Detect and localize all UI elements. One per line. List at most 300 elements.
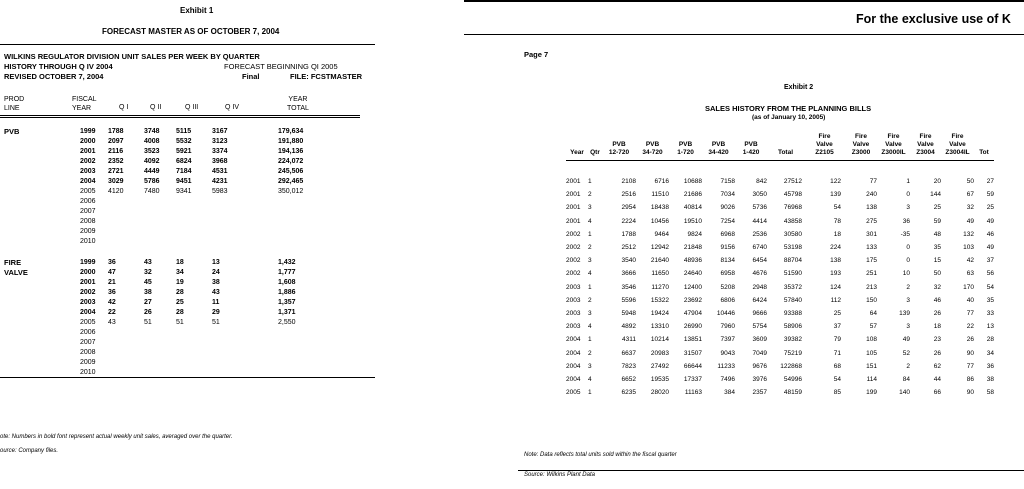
sales-cell: 193 [830,270,841,278]
sales-cell: 7034 [720,191,735,199]
sales-cell: 3 [588,257,592,265]
sales-cell: 3 [588,362,592,370]
sales-cell: 37 [833,323,841,331]
sales-row [566,360,994,373]
sales-history-table [566,133,994,399]
sales-cell: 27492 [650,362,669,370]
fire-q3-cell [176,358,212,368]
pvb-year-cell: 2005 [80,188,96,195]
sales-cell: 48159 [783,389,802,397]
sales-cell: 122 [830,178,841,185]
fire-q1-cell [108,348,144,358]
sales-cell: 132 [963,230,974,238]
sales-row [566,241,994,254]
sales-cell: 1 [588,336,592,344]
sales-cell: 10 [902,270,910,278]
sales-header-text: 34-720 [642,149,663,156]
sales-cell: 7496 [720,376,735,384]
sales-cell: 18 [933,323,941,331]
sales-cell: 5948 [621,310,636,318]
pvb-q1-cell [108,217,144,227]
sales-cell: 2004 [566,336,581,344]
sales-cell: 15322 [650,296,669,304]
sales-cell: 32 [966,204,974,212]
sales-cell: 144 [930,191,941,199]
sales-header-text: Fire [855,133,867,140]
sales-cell: 1 [588,283,592,291]
fire-q3-cell: 28 [176,309,184,316]
sales-header-cell [974,133,994,161]
fire-row [80,358,340,368]
sales-cell: 54996 [783,376,802,384]
pvb-q1-cell: 2721 [108,168,124,175]
pvb-total-cell [244,197,340,207]
meta-line-1: WILKINS REGULATOR DIVISION UNIT SALES PER WEEK BY QUARTER [4,52,260,61]
sales-cell: 19535 [650,376,669,384]
sales-cell: 6424 [752,296,767,304]
pvb-q3-cell: 6824 [176,158,192,165]
fire-q3-cell: 28 [176,289,184,296]
pvb-total-cell: 350,012 [278,188,304,195]
pvb-row [80,227,340,237]
sales-cell: 2005 [566,389,581,397]
sales-cell: 13 [986,323,994,331]
sales-cell: 54 [833,376,841,384]
sales-cell: 2004 [566,376,581,384]
fire-year-cell: 2005 [80,319,96,326]
pvb-q2-cell: 7480 [144,188,160,195]
pvb-q2-cell: 3523 [144,148,160,155]
sales-cell: 2001 [566,217,581,225]
sales-cell: 3 [906,296,910,304]
sales-cell: 63 [966,270,974,278]
sales-cell: 78 [833,217,841,225]
fire-q1-cell: 43 [108,319,116,326]
fire-row [80,258,340,268]
sales-cell: 2 [588,244,592,252]
sales-cell: 19424 [650,310,669,318]
sales-header-cell [636,133,669,161]
sales-cell: 10456 [650,217,669,225]
sales-cell: 6235 [621,389,636,397]
sales-cell: 49 [986,244,994,252]
sales-cell: 2001 [566,204,581,212]
header-year-total: YEAR TOTAL [287,96,309,112]
sales-cell: 28020 [650,389,669,397]
pvb-year-cell: 2010 [80,238,96,245]
pvb-q3-cell: 5921 [176,148,192,155]
fire-q2-cell: 45 [144,279,152,286]
pvb-q2-cell: 3748 [144,128,160,135]
sales-cell: 213 [866,283,877,291]
pvb-row [80,237,340,247]
sales-cell: 301 [866,230,877,238]
sales-cell: 19510 [683,217,702,225]
sales-cell: 6740 [752,244,767,252]
sales-cell: 17337 [683,376,702,384]
sales-cell: 34 [986,349,994,357]
sales-cell: 26 [933,310,941,318]
fire-total-cell [244,338,340,348]
sales-cell: 3 [588,204,592,212]
sales-cell: 4892 [621,323,636,331]
sales-cell: 2004 [566,362,581,370]
sales-cell: 5596 [621,296,636,304]
sales-header-text: PVB [711,141,726,148]
sales-cell: 139 [899,310,910,318]
fire-total-cell: 1,777 [278,269,296,276]
sales-cell: 22 [966,323,974,331]
header-rule-double [0,117,360,118]
sales-cell: 6806 [720,296,735,304]
sales-cell: 2 [906,362,910,370]
pvb-q2-cell [144,227,176,237]
sales-cell: 842 [756,178,767,185]
sales-row [566,228,994,241]
fire-row [80,308,340,318]
fire-year-cell: 2000 [80,269,96,276]
sales-cell: 9026 [720,204,735,212]
meta-file: FILE: FCSTMASTER [290,72,363,81]
pvb-total-cell [244,227,340,237]
fire-q3-cell [176,328,212,338]
pvb-year-cell: 2006 [80,198,96,205]
sales-cell: 151 [866,362,877,370]
sales-cell: 37 [986,257,994,265]
sales-header-cell [941,133,974,161]
sales-cell: 20983 [650,349,669,357]
pvb-q4-cell: 4531 [212,168,228,175]
fire-total-cell [244,348,340,358]
sales-cell: 54 [833,204,841,212]
pvb-year-cell: 2009 [80,228,96,235]
sales-cell: 1 [588,178,592,185]
sales-cell: 140 [899,389,910,397]
pvb-row [80,187,340,197]
sales-cell: 35 [933,244,941,252]
sales-cell: 48 [933,230,941,238]
fire-q2-cell [144,358,176,368]
sales-cell: 114 [866,376,877,384]
fire-total-cell: 1,371 [278,309,296,316]
pvb-total-cell: 191,880 [278,138,304,145]
sales-header-text: PVB [744,141,758,148]
pvb-q4-cell [212,227,244,237]
fire-row [80,298,340,308]
top-rule-2 [464,34,1024,35]
sales-header-cell [845,133,877,161]
sales-cell: 68 [833,362,841,370]
sales-cell: 2 [906,283,910,291]
sales-cell: 275 [866,217,877,225]
pvb-q4-cell: 5983 [212,188,228,195]
sales-cell: 2002 [566,230,581,238]
pvb-row [80,207,340,217]
fire-q1-cell: 36 [108,259,116,266]
sales-cell: 133 [866,244,877,252]
fire-row [80,278,340,288]
sales-cell: 3 [588,310,592,318]
sales-cell: 46 [933,296,941,304]
sales-cell: 18 [833,230,841,238]
pvb-year-cell: 2004 [80,178,96,185]
sales-cell: 3 [906,323,910,331]
sales-cell: 103 [963,244,974,252]
fire-q1-cell: 47 [108,269,116,276]
pvb-q1-cell: 4120 [108,188,124,195]
exhibit-1-label: Exhibit 1 [180,6,214,15]
fire-q4-cell: 13 [212,259,220,266]
sales-cell: 8134 [720,257,735,265]
pvb-table [80,127,340,247]
right-source: Source: Wilkins Plant Data [524,472,595,478]
header-prod-line: PROD LINE [4,96,25,112]
pvb-year-cell: 2000 [80,138,96,145]
pvb-row [80,197,340,207]
sales-cell: 33 [986,310,994,318]
sales-cell: 10446 [716,310,735,318]
sales-cell: 0 [906,244,910,252]
sales-header-text: Z3004IL [945,149,970,156]
sales-cell: 11233 [717,362,735,370]
sales-cell: 3050 [752,191,767,199]
sales-cell: 10688 [683,178,702,185]
fire-q4-cell: 38 [212,279,220,286]
sales-row [566,281,994,294]
sales-cell: 21686 [683,191,702,199]
sales-cell: 52 [902,349,910,357]
pvb-q4-cell [212,207,244,217]
sales-cell: 51590 [783,270,802,278]
sales-cell: 11163 [684,389,702,397]
sales-cell: 2948 [752,283,767,291]
sales-header-row [566,133,994,161]
fire-total-cell [244,358,340,368]
divider [0,44,375,45]
sales-cell: 56 [986,270,994,278]
sales-cell: 77 [869,178,877,185]
sales-cell: 77 [966,362,974,370]
fire-q2-cell: 26 [144,309,152,316]
left-source: ource: Company files. [0,448,59,454]
sales-gap-cell [566,161,994,176]
fire-year-cell: 2007 [80,339,96,346]
sales-row [566,267,994,280]
sales-row [566,201,994,214]
sales-cell: 27512 [783,178,802,185]
pvb-year-cell: 2002 [80,158,96,165]
sales-cell: 6716 [654,178,669,185]
sales-cell: 58906 [783,323,802,331]
fire-row [80,328,340,338]
pvb-row [80,157,340,167]
fire-year-cell: 1999 [80,259,96,266]
pvb-total-cell: 245,506 [278,168,304,175]
sales-cell: 50 [933,270,941,278]
sales-cell: 32 [933,283,941,291]
sales-cell: 25 [833,310,841,318]
pvb-total-cell: 224,072 [278,158,304,165]
meta-final: Final [242,72,260,81]
sales-header-cell [602,133,636,161]
sales-cell: 4414 [752,217,767,225]
sales-cell: 64 [869,310,877,318]
sales-header-cell [566,133,588,161]
pvb-q2-cell [144,197,176,207]
pvb-q3-cell [176,197,212,207]
fire-q2-cell: 43 [144,259,152,266]
sales-cell: 2516 [621,191,636,199]
sales-cell: 67 [966,191,974,199]
meta-forecast: FORECAST BEGINNING QI 2005 [224,62,338,71]
sales-cell: 18438 [650,204,669,212]
sales-row [566,188,994,201]
sales-header-cell [588,133,602,161]
sales-cell: 66644 [683,362,702,370]
pvb-q2-cell: 4008 [144,138,160,145]
fire-year-cell: 2001 [80,279,96,286]
sales-header-text: Valve [885,141,902,148]
exhibit-2-title: SALES HISTORY FROM THE PLANNING BILLS [705,104,872,113]
fire-year-cell: 2010 [80,369,96,376]
pvb-year-cell: 2007 [80,208,96,215]
sales-cell: 13851 [683,336,702,344]
sales-cell: 85 [833,389,841,397]
sales-header-text: Z2105 [815,149,834,156]
fire-q2-cell: 32 [144,269,152,276]
sales-header-cell [877,133,910,161]
fire-q1-cell [108,328,144,338]
sales-cell: 7397 [720,336,735,344]
header-rule [0,115,360,116]
pvb-year-cell: 1999 [80,128,96,135]
sales-cell: 2512 [621,244,636,252]
fire-q2-cell: 27 [144,299,152,306]
pvb-q1-cell: 1788 [108,128,124,135]
sales-header-text: Z3000 [851,149,871,156]
sales-cell: -35 [900,230,910,238]
sales-cell: 150 [866,296,877,304]
sales-cell: 24640 [683,270,702,278]
sales-cell: 36 [902,217,910,225]
sales-cell: 26990 [683,323,702,331]
fire-q3-cell: 34 [176,269,184,276]
fire-total-cell [244,328,340,338]
pvb-q2-cell: 4092 [144,158,160,165]
sales-cell: 26 [933,349,941,357]
sales-cell: 122868 [780,362,802,370]
pvb-q1-cell: 3029 [108,178,124,185]
sales-cell: 46 [986,230,994,238]
fire-total-cell: 1,886 [278,289,296,296]
pvb-q1-cell [108,237,144,247]
sales-cell: 170 [963,283,974,291]
fire-year-cell: 2003 [80,299,96,306]
fire-q4-cell: 24 [212,269,220,276]
sales-cell: 57840 [783,296,802,304]
sales-cell: 26 [966,336,974,344]
fire-year-cell: 2006 [80,329,96,336]
header-q1: Q I [119,104,129,111]
sales-cell: 2002 [566,244,581,252]
sales-cell: 240 [866,191,877,199]
pvb-q4-cell: 3123 [212,138,228,145]
sales-cell: 2 [588,296,592,304]
sales-cell: 5736 [752,204,767,212]
pvb-year-cell: 2008 [80,218,96,225]
sales-cell: 9676 [752,362,767,370]
sales-row [566,373,994,386]
fire-year-cell: 2009 [80,359,96,366]
fire-q2-cell [144,328,176,338]
sales-header-text: 1-720 [677,149,694,156]
sales-cell: 76968 [783,204,802,212]
pvb-q3-cell: 9451 [176,178,192,185]
sales-cell: 11650 [651,270,669,278]
sales-cell: 21848 [683,244,702,252]
sales-header-text: Fire [951,133,964,140]
fire-q1-cell [108,358,144,368]
sales-cell: 10214 [650,336,669,344]
sales-header-text: Valve [852,141,870,148]
sales-cell: 3666 [621,270,636,278]
header-q2: Q II [150,104,162,111]
sales-cell: 79 [833,336,841,344]
sales-cell: 5208 [720,283,735,291]
sales-cell: 9043 [720,349,735,357]
sales-cell: 49 [966,217,974,225]
fire-q4-cell [212,338,244,348]
fire-total-cell: 2,550 [278,319,296,326]
sales-cell: 27 [986,178,994,185]
fire-q4-cell [212,328,244,338]
header-fiscal-year: FISCAL YEAR [72,96,97,112]
pvb-q3-cell: 5532 [176,138,192,145]
sales-cell: 35 [986,296,994,304]
sales-cell: 224 [830,244,841,252]
pvb-q2-cell [144,207,176,217]
sales-cell: 58 [986,389,994,397]
sales-cell: 48936 [683,257,702,265]
sales-cell: 23692 [683,296,702,304]
sales-row [566,333,994,346]
sales-cell: 54 [986,283,994,291]
pvb-row [80,167,340,177]
top-rule [464,0,1024,2]
sales-cell: 1 [906,178,910,185]
fire-q4-cell [212,358,244,368]
pvb-total-cell: 292,465 [278,178,304,185]
pvb-q1-cell: 2116 [108,148,124,155]
sales-header-text: 34-420 [708,149,729,156]
sales-cell: 251 [866,270,877,278]
sales-cell: 13310 [650,323,669,331]
sales-cell: 199 [866,389,877,397]
pvb-q3-cell: 9341 [176,188,192,195]
sales-cell: 90 [966,349,974,357]
sales-header-cell [804,133,845,161]
sales-cell: 6652 [621,376,636,384]
sales-cell: 124 [830,283,841,291]
sales-cell: 2004 [566,349,581,357]
pvb-q3-cell [176,227,212,237]
fire-total-cell: 1,357 [278,299,296,306]
exhibit-2-subtitle: (as of January 10, 2005) [752,114,826,121]
sales-header-text: Z3000IL [881,149,906,156]
sales-cell: 112 [830,296,841,304]
sales-cell: 36 [986,362,994,370]
sales-cell: 2003 [566,283,581,291]
